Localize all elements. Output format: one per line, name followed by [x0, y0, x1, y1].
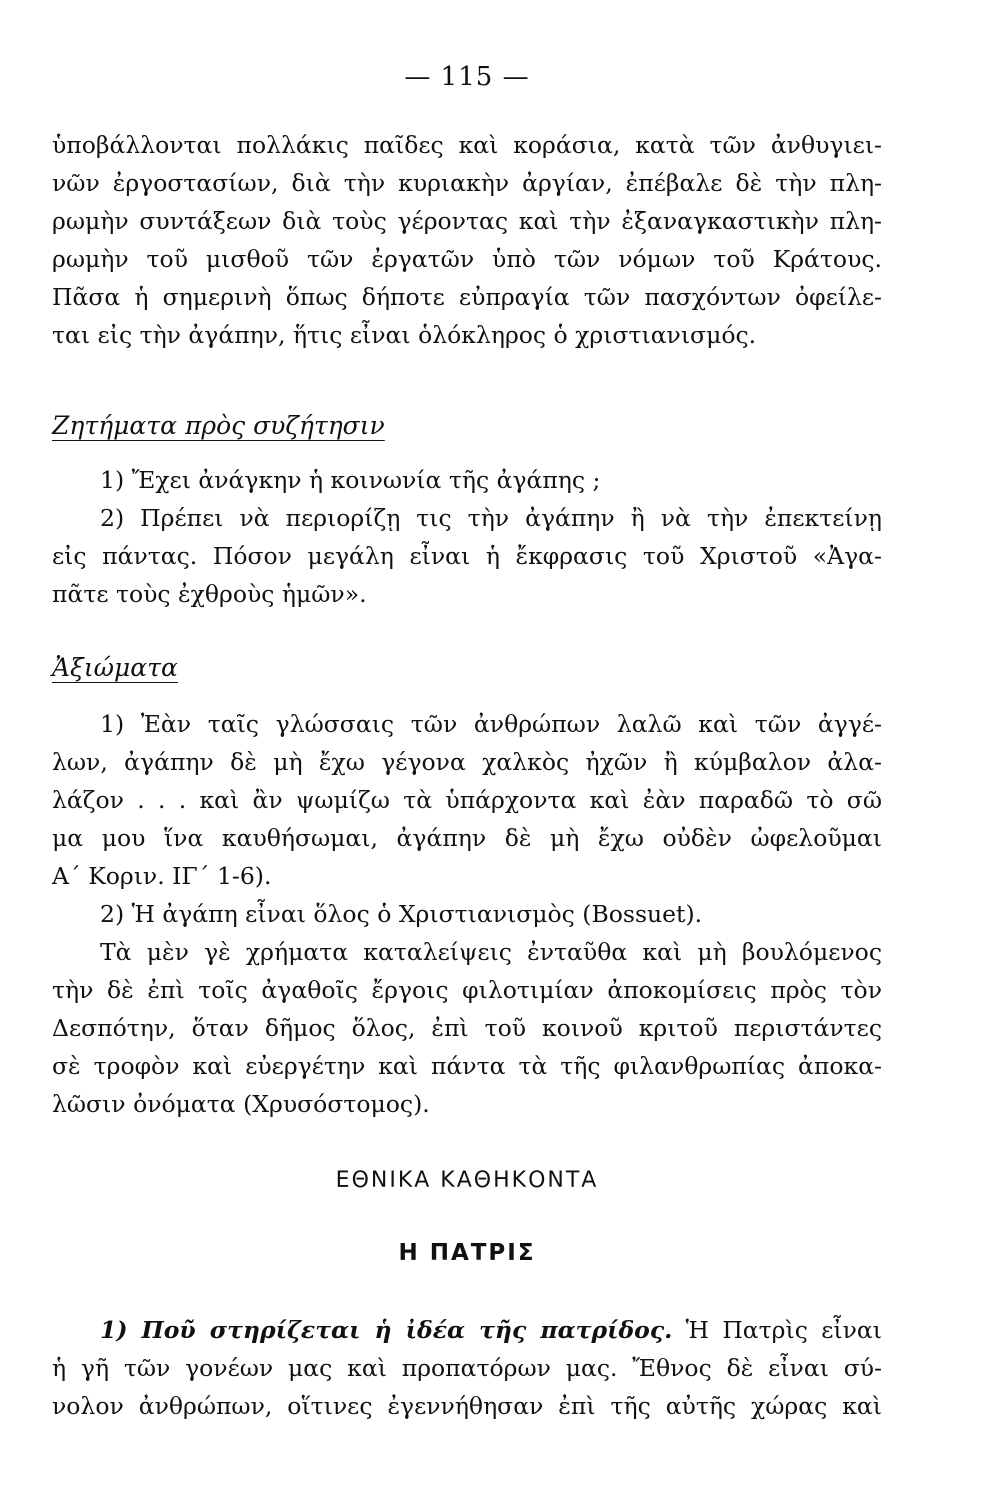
text-line: ρωμὴν τοῦ μισθοῦ τῶν ἐργατῶν ὑπὸ τῶν νόμων τοῦ Κράτους.: [52, 245, 882, 273]
section-title: ΕΘΝΙΚΑ ΚΑΘΗΚΟΝΤΑ: [335, 1168, 599, 1193]
text-line: ὑποβάλλονται πολλάκις παῖδες καὶ κοράσια, κατὰ τῶν ἀνθυγιει-: [52, 131, 882, 159]
text-line: σὲ τροφὸν καὶ εὐεργέτην καὶ πάντα τὰ τῆς φιλανθρωπίας ἀποκα-: [52, 1052, 882, 1080]
answer-start: Ἡ Πατρὶς εἶναι: [685, 1316, 882, 1344]
book-page: [52, 0, 882, 1500]
discussion-question: 2) Πρέπει νὰ περιορίζῃ τις τὴν ἀγάπην ἢ νὰ τὴν ἐπεκτείνῃ: [100, 504, 882, 532]
axiom-line: 1) Ἐὰν ταῖς γλώσσαις τῶν ἀνθρώπων λαλῶ καὶ τῶν ἀγγέ-: [100, 710, 882, 738]
text-line: ἡ γῆ τῶν γονέων μας καὶ προπατόρων μας. Ἔθνος δὲ εἶναι σύ-: [52, 1354, 882, 1382]
page-number: — 115 —: [404, 62, 530, 92]
axioms-heading: Ἀξιώματα: [52, 653, 178, 682]
text-line: ται εἰς τὴν ἀγάπην, ἥτις εἶναι ὁλόκληρος ὁ χριστιανισμός.: [52, 321, 757, 349]
text-line: λων, ἀγάπην δὲ μὴ ἔχω γέγονα χαλκὸς ἠχῶν ἢ κύμβαλον ἀλα-: [52, 748, 882, 776]
text-line: ρωμὴν συντάξεων διὰ τοὺς γέροντας καὶ τὴν ἐξαναγκαστικὴν πλη-: [52, 207, 882, 235]
text-line: νολον ἀνθρώπων, οἵτινες ἐγεννήθησαν ἐπὶ τῆς αὐτῆς χώρας καὶ: [52, 1392, 882, 1420]
text-line: Α΄ Κοριν. ΙΓ΄ 1-6).: [52, 862, 272, 890]
text-line: Πᾶσα ἡ σημερινὴ ὅπως δήποτε εὐπραγία τῶν πασχόντων ὀφείλε-: [52, 283, 882, 311]
text-line: λάζον . . . καὶ ἂν ψωμίζω τὰ ὑπάρχοντα καὶ ἐὰν παραδῶ τὸ σῶ: [52, 786, 882, 814]
text-line: Δεσπότην, ὅταν δῆμος ὅλος, ἐπὶ τοῦ κοινοῦ κριτοῦ περιστάντες: [52, 1014, 882, 1042]
discussion-heading: Ζητήματα πρὸς συζήτησιν: [52, 411, 385, 440]
text-line: νῶν ἐργοστασίων, διὰ τὴν κυριακὴν ἀργίαν, ἐπέβαλε δὲ τὴν πλη-: [52, 169, 882, 197]
axiom-line: 2) Ἡ ἀγάπη εἶναι ὅλος ὁ Χριστιανισμὸς (Bossuet).: [100, 900, 703, 928]
text-line: [52, 1312, 882, 1348]
text-line: Τὰ μὲν γὲ χρήματα καταλείψεις ἐνταῦθα καὶ μὴ βουλόμενος: [100, 938, 882, 966]
discussion-question: 1) Ἔχει ἀνάγκην ἡ κοινωνία τῆς ἀγάπης ;: [100, 466, 601, 494]
text-line: λῶσιν ὀνόματα (Χρυσόστομος).: [52, 1090, 430, 1118]
text-line: πᾶτε τοὺς ἐχθροὺς ἡμῶν».: [52, 580, 367, 608]
text-line: τὴν δὲ ἐπὶ τοῖς ἀγαθοῖς ἔργοις φιλοτιμίαν ἀποκομίσεις πρὸς τὸν: [52, 976, 882, 1004]
text-line: μα μου ἵνα καυθήσωμαι, ἀγάπην δὲ μὴ ἔχω οὐδὲν ὠφελοῦμαι: [52, 824, 882, 852]
subsection-title: Η ΠΑΤΡΙΣ: [398, 1240, 536, 1266]
question-lead: 1) Ποῦ στηρίζεται ἡ ἰδέα τῆς πατρίδος.: [100, 1316, 673, 1344]
text-line: εἰς πάντας. Πόσον μεγάλη εἶναι ἡ ἔκφρασις τοῦ Χριστοῦ «Ἀγα-: [52, 542, 882, 570]
